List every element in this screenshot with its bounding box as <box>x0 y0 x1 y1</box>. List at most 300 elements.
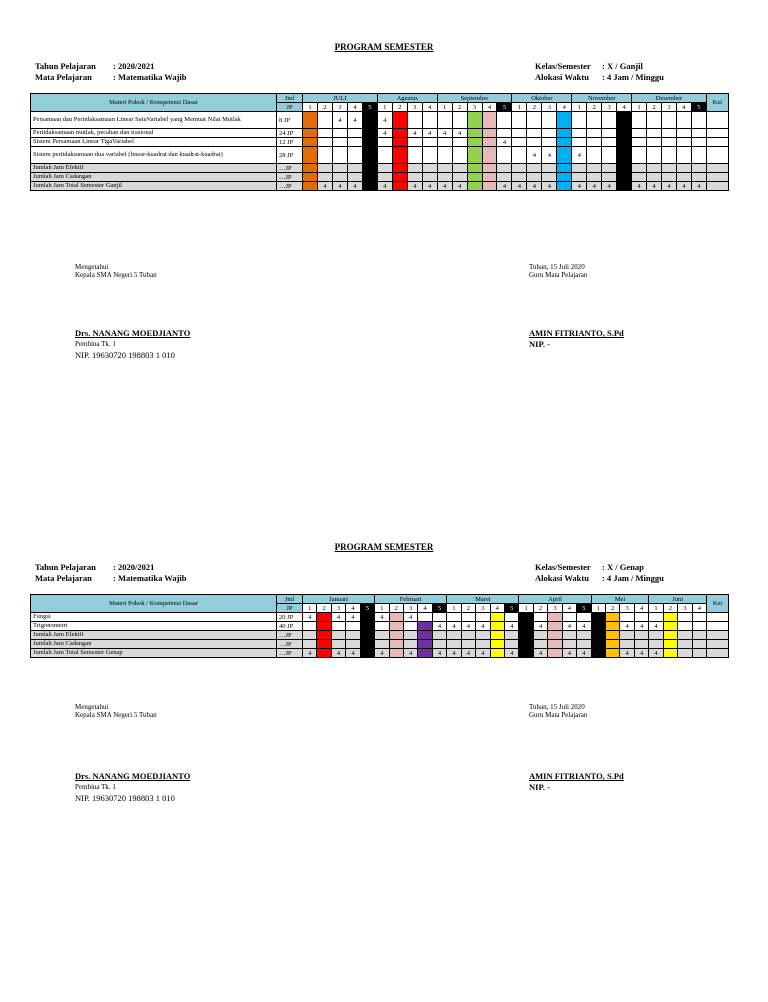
week-cell <box>303 147 318 164</box>
col-header-jp: JP <box>277 103 303 112</box>
week-cell <box>617 138 632 147</box>
materi-cell: Jumlah Jam Efektif <box>31 164 277 173</box>
week-cell: 4 <box>452 182 467 191</box>
week-cell <box>691 164 706 173</box>
jp-cell: 12 JP <box>277 138 303 147</box>
week-cell: 4 <box>403 613 417 622</box>
week-cell <box>617 147 632 164</box>
jp-cell: …JP <box>277 182 303 191</box>
week-number: 1 <box>649 604 663 613</box>
week-cell <box>691 173 706 182</box>
week-number: 2 <box>606 604 620 613</box>
week-number: 4 <box>418 604 432 613</box>
week-number: 2 <box>317 604 331 613</box>
week-number: 4 <box>347 103 362 112</box>
week-cell: 4 <box>377 129 392 138</box>
week-cell <box>418 631 432 640</box>
week-cell <box>527 164 542 173</box>
week-cell <box>317 631 331 640</box>
week-number: 3 <box>476 604 490 613</box>
ket-cell <box>707 631 729 640</box>
week-cell: 4 <box>407 129 422 138</box>
week-cell <box>548 622 562 631</box>
week-cell <box>377 147 392 164</box>
week-cell: 4 <box>331 613 345 622</box>
week-cell <box>617 164 632 173</box>
week-cell <box>591 613 605 622</box>
table-row <box>31 640 729 649</box>
materi-cell: Persamaan dan Pertidaksamaan Linear SatuVariabel yang Memuat Nilai Mutlak <box>31 112 277 129</box>
week-cell <box>476 613 490 622</box>
week-cell: 4 <box>661 182 676 191</box>
week-number: 3 <box>407 103 422 112</box>
materi-cell: Jumlah Jam Total Semester Genap <box>31 649 277 658</box>
week-number: 1 <box>572 103 587 112</box>
week-cell: 4 <box>620 649 634 658</box>
table-row <box>31 622 729 631</box>
schedule-table <box>30 93 729 191</box>
week-number: 2 <box>461 604 475 613</box>
week-cell <box>647 147 662 164</box>
week-number: 2 <box>317 103 332 112</box>
week-cell <box>422 138 437 147</box>
jp-cell: …JP <box>277 631 303 640</box>
week-cell <box>331 622 345 631</box>
materi-cell: Sistem Persamaan Linear TigaVariabel <box>31 138 277 147</box>
week-cell <box>661 164 676 173</box>
week-cell <box>661 138 676 147</box>
week-cell <box>692 622 706 631</box>
week-cell <box>467 138 482 147</box>
week-cell <box>632 173 647 182</box>
week-cell <box>362 164 377 173</box>
ket-cell <box>706 147 728 164</box>
week-cell <box>572 164 587 173</box>
week-number: 5 <box>360 604 374 613</box>
week-cell: 4 <box>476 649 490 658</box>
week-cell <box>437 173 452 182</box>
header-row-months <box>31 94 729 103</box>
headmaster-name: Drs. NANANG MOEDJIANTO <box>75 328 191 338</box>
week-cell <box>519 640 533 649</box>
week-number: 3 <box>602 103 617 112</box>
week-cell <box>562 613 576 622</box>
week-cell <box>497 164 512 173</box>
week-cell <box>647 138 662 147</box>
week-cell <box>452 138 467 147</box>
week-cell <box>332 147 347 164</box>
week-cell <box>362 182 377 191</box>
week-cell <box>447 631 461 640</box>
week-number: 4 <box>557 103 572 112</box>
week-cell <box>606 649 620 658</box>
week-cell: 4 <box>649 649 663 658</box>
week-cell <box>602 138 617 147</box>
week-cell <box>504 613 518 622</box>
week-cell <box>591 640 605 649</box>
week-cell: 4 <box>647 182 662 191</box>
month-header: Agustus <box>377 94 437 103</box>
week-cell <box>389 640 403 649</box>
week-cell: 4 <box>620 622 634 631</box>
week-cell: 4 <box>562 649 576 658</box>
teacher-nip: NIP. - <box>529 339 550 349</box>
week-cell: 4 <box>346 613 360 622</box>
materi-cell: Fungsi <box>31 613 277 622</box>
week-number: 1 <box>519 604 533 613</box>
week-cell <box>606 640 620 649</box>
jp-cell: …JP <box>277 640 303 649</box>
week-cell <box>519 613 533 622</box>
week-cell <box>577 631 591 640</box>
week-cell <box>591 622 605 631</box>
week-cell <box>317 622 331 631</box>
week-cell <box>632 164 647 173</box>
week-cell <box>403 631 417 640</box>
week-cell <box>542 138 557 147</box>
week-cell <box>377 164 392 173</box>
week-cell <box>634 640 648 649</box>
week-cell <box>620 631 634 640</box>
week-cell: 4 <box>347 112 362 129</box>
week-cell: 4 <box>407 182 422 191</box>
week-number: 4 <box>692 604 706 613</box>
week-cell <box>467 129 482 138</box>
week-cell <box>362 173 377 182</box>
page-title: PROGRAM SEMESTER <box>334 542 434 552</box>
week-cell <box>317 640 331 649</box>
week-cell <box>490 649 504 658</box>
week-cell: 4 <box>649 622 663 631</box>
week-cell <box>332 173 347 182</box>
week-cell <box>497 173 512 182</box>
materi-cell: Jumlah Jam Total Semester Ganjil <box>31 182 277 191</box>
week-cell: 4 <box>691 182 706 191</box>
week-number: 3 <box>548 604 562 613</box>
week-cell <box>303 640 317 649</box>
week-cell: 4 <box>422 182 437 191</box>
ket-cell <box>706 173 728 182</box>
week-cell <box>617 112 632 129</box>
week-cell <box>512 164 527 173</box>
week-cell <box>533 613 547 622</box>
jp-cell: …JP <box>277 164 303 173</box>
week-cell <box>497 129 512 138</box>
week-cell <box>375 622 389 631</box>
materi-cell: Jumlah Jam Cadangan <box>31 640 277 649</box>
week-cell <box>437 147 452 164</box>
week-cell <box>392 138 407 147</box>
week-cell <box>620 613 634 622</box>
jp-cell: 20 JP <box>277 613 303 622</box>
week-cell <box>317 649 331 658</box>
week-cell <box>519 622 533 631</box>
week-cell <box>606 613 620 622</box>
week-cell <box>691 112 706 129</box>
week-cell <box>602 129 617 138</box>
week-cell: 4 <box>497 182 512 191</box>
week-number: 5 <box>577 604 591 613</box>
week-cell: 4 <box>572 182 587 191</box>
week-cell <box>467 173 482 182</box>
week-cell: 4 <box>577 622 591 631</box>
week-cell <box>303 182 318 191</box>
week-cell <box>587 138 602 147</box>
week-cell <box>303 631 317 640</box>
week-number: 2 <box>527 103 542 112</box>
week-cell <box>317 613 331 622</box>
week-number: 3 <box>678 604 692 613</box>
week-cell <box>422 164 437 173</box>
week-cell <box>407 147 422 164</box>
week-cell <box>482 173 497 182</box>
header-row-months <box>31 595 729 604</box>
week-cell <box>482 164 497 173</box>
week-cell <box>647 129 662 138</box>
table-row <box>31 613 729 622</box>
week-cell <box>332 138 347 147</box>
week-cell <box>375 631 389 640</box>
week-number: 2 <box>647 103 662 112</box>
week-cell <box>362 147 377 164</box>
week-cell: 4 <box>403 649 417 658</box>
week-cell <box>303 164 318 173</box>
table-row <box>31 112 729 129</box>
week-number: 2 <box>663 604 677 613</box>
week-cell: 4 <box>461 649 475 658</box>
table-row <box>31 182 729 191</box>
week-cell <box>692 631 706 640</box>
week-cell: 4 <box>375 649 389 658</box>
week-cell <box>512 112 527 129</box>
week-cell <box>476 640 490 649</box>
week-cell <box>678 622 692 631</box>
week-cell <box>678 640 692 649</box>
week-cell <box>663 631 677 640</box>
week-cell <box>461 631 475 640</box>
signature-right-caption: Tuban, 15 Juli 2020 Guru Mata Pelajaran <box>529 263 588 279</box>
materi-cell: Jumlah Jam Cadangan <box>31 173 277 182</box>
week-cell: 4 <box>542 182 557 191</box>
week-cell <box>467 147 482 164</box>
schedule-table <box>30 594 729 658</box>
week-cell <box>632 112 647 129</box>
headmaster-rank: Pembina Tk. 1 <box>75 340 116 348</box>
week-number: 3 <box>620 604 634 613</box>
week-cell <box>557 164 572 173</box>
materi-cell: Pertidaksamaan mutlak, pecahan dan irasional <box>31 129 277 138</box>
week-cell <box>542 112 557 129</box>
week-number: 1 <box>632 103 647 112</box>
week-cell <box>392 182 407 191</box>
week-cell <box>572 112 587 129</box>
ket-cell <box>707 649 729 658</box>
month-header: JULI <box>303 94 378 103</box>
week-cell: 4 <box>476 622 490 631</box>
week-cell <box>422 147 437 164</box>
week-cell <box>527 129 542 138</box>
week-cell <box>461 613 475 622</box>
week-cell <box>360 622 374 631</box>
col-header-materi: Materi Pokok / Kompetensi Dasar <box>31 94 277 112</box>
week-cell <box>392 173 407 182</box>
week-cell <box>676 147 691 164</box>
week-cell: 4 <box>437 182 452 191</box>
week-cell <box>647 112 662 129</box>
week-cell <box>467 112 482 129</box>
week-cell <box>317 129 332 138</box>
week-number: 2 <box>452 103 467 112</box>
week-cell: 4 <box>634 622 648 631</box>
week-cell <box>389 631 403 640</box>
week-cell <box>647 164 662 173</box>
ket-cell <box>706 129 728 138</box>
week-number: 1 <box>375 604 389 613</box>
week-cell <box>632 138 647 147</box>
week-cell <box>418 622 432 631</box>
week-cell <box>678 649 692 658</box>
week-cell <box>504 631 518 640</box>
week-cell <box>452 173 467 182</box>
week-number: 4 <box>346 604 360 613</box>
week-cell <box>548 631 562 640</box>
ket-cell <box>706 164 728 173</box>
week-cell: 4 <box>587 182 602 191</box>
week-number: 3 <box>332 103 347 112</box>
week-cell <box>317 173 332 182</box>
month-header: Februari <box>375 595 447 604</box>
week-cell <box>548 649 562 658</box>
week-cell <box>661 112 676 129</box>
week-cell <box>602 112 617 129</box>
month-header: Oktober <box>512 94 572 103</box>
week-cell: 4 <box>497 138 512 147</box>
week-number: 1 <box>377 103 392 112</box>
week-cell <box>407 112 422 129</box>
month-header: September <box>437 94 512 103</box>
week-cell <box>422 112 437 129</box>
week-cell: 4 <box>632 182 647 191</box>
week-number: 4 <box>490 604 504 613</box>
week-number: 4 <box>676 103 691 112</box>
week-number: 3 <box>467 103 482 112</box>
week-cell <box>392 129 407 138</box>
week-cell <box>347 173 362 182</box>
week-number: 1 <box>447 604 461 613</box>
week-cell <box>663 649 677 658</box>
week-cell <box>649 631 663 640</box>
week-cell <box>346 640 360 649</box>
week-cell <box>548 640 562 649</box>
week-cell <box>437 112 452 129</box>
week-cell <box>591 631 605 640</box>
week-cell <box>332 164 347 173</box>
week-cell <box>347 147 362 164</box>
ket-cell <box>707 640 729 649</box>
week-number: 1 <box>512 103 527 112</box>
week-cell <box>634 631 648 640</box>
week-number: 4 <box>617 103 632 112</box>
week-cell: 4 <box>375 613 389 622</box>
week-number: 1 <box>591 604 605 613</box>
week-cell <box>403 622 417 631</box>
week-cell <box>557 112 572 129</box>
week-cell <box>591 649 605 658</box>
week-cell <box>562 640 576 649</box>
signature-right-caption: Tuban, 15 Juli 2020 Guru Mata Pelajaran <box>529 703 588 719</box>
week-number: 5 <box>432 604 446 613</box>
teacher-name: AMIN FITRIANTO, S.Pd <box>529 771 624 781</box>
week-cell <box>512 147 527 164</box>
week-cell <box>676 138 691 147</box>
week-cell: 4 <box>533 622 547 631</box>
signature-left-caption: Mengetahui Kepala SMA Negeri 5 Tuban <box>75 263 157 279</box>
week-number: 1 <box>303 103 318 112</box>
ket-cell <box>707 622 729 631</box>
week-cell <box>346 631 360 640</box>
week-number: 3 <box>661 103 676 112</box>
week-cell: 4 <box>437 129 452 138</box>
week-cell: 4 <box>512 182 527 191</box>
week-cell: 4 <box>332 112 347 129</box>
week-cell <box>572 129 587 138</box>
week-cell <box>490 622 504 631</box>
materi-cell: Sistem pertidaksamaan dua variabel (linear-kuadrat dan kuadrat-kuadrat) <box>31 147 277 164</box>
week-cell <box>362 138 377 147</box>
week-cell <box>497 147 512 164</box>
week-cell <box>447 613 461 622</box>
headmaster-nip: NIP. 19630720 198803 1 010 <box>75 350 175 360</box>
week-cell <box>562 631 576 640</box>
week-cell <box>452 164 467 173</box>
col-header-jml: Jml <box>277 595 303 604</box>
week-cell <box>482 129 497 138</box>
jp-cell: 40 JP <box>277 622 303 631</box>
week-cell: 4 <box>331 649 345 658</box>
week-cell <box>347 138 362 147</box>
week-cell <box>587 147 602 164</box>
week-cell: 4 <box>432 622 446 631</box>
month-header: April <box>519 595 591 604</box>
week-cell <box>476 631 490 640</box>
week-number: 2 <box>587 103 602 112</box>
week-cell <box>661 173 676 182</box>
week-number: 3 <box>542 103 557 112</box>
week-cell <box>482 138 497 147</box>
week-cell <box>512 138 527 147</box>
week-cell: 4 <box>377 182 392 191</box>
week-cell <box>490 631 504 640</box>
week-cell <box>303 129 318 138</box>
week-cell <box>461 640 475 649</box>
headmaster-rank: Pembina Tk. 1 <box>75 783 116 791</box>
meta-right: Kelas/Semester : X / Ganjil Alokasi Waktu : 4 Jam / Minggu <box>535 61 664 82</box>
week-cell <box>519 631 533 640</box>
week-number: 2 <box>392 103 407 112</box>
materi-cell: Jumlah Jam Efektif <box>31 631 277 640</box>
week-cell <box>375 640 389 649</box>
week-cell <box>303 112 318 129</box>
week-cell <box>587 173 602 182</box>
week-cell: 4 <box>432 649 446 658</box>
week-cell: 4 <box>377 112 392 129</box>
week-cell <box>467 164 482 173</box>
week-cell <box>661 147 676 164</box>
week-cell <box>347 129 362 138</box>
week-number: 2 <box>533 604 547 613</box>
week-cell <box>303 138 318 147</box>
week-cell <box>678 631 692 640</box>
